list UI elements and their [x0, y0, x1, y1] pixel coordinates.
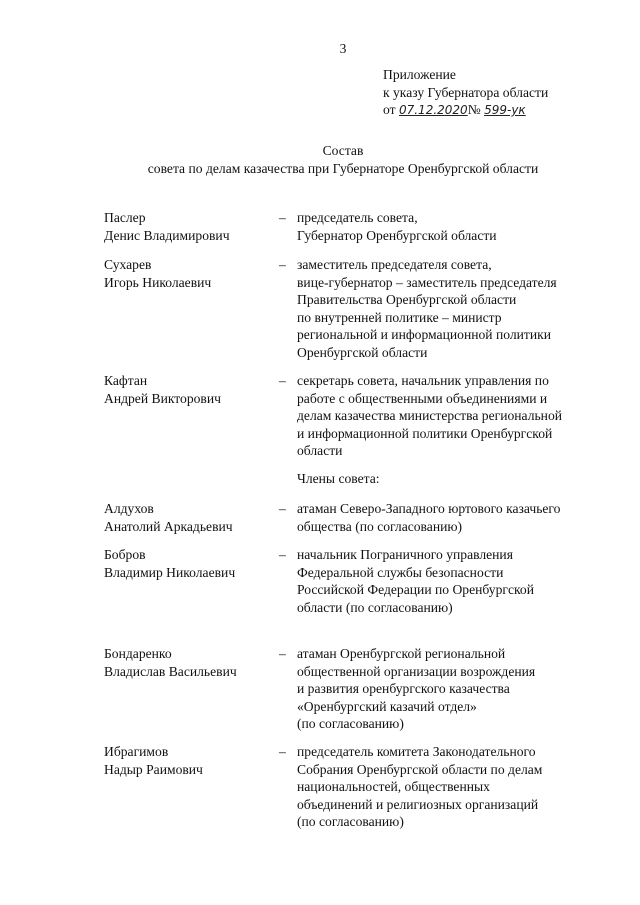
- dash-separator: –: [279, 744, 286, 759]
- role-line: делам казачества министерства региональной: [297, 408, 563, 423]
- role-line: Российской Федерации по Оренбургской: [297, 582, 534, 597]
- page-number: 3: [339, 41, 347, 56]
- dash-separator: –: [279, 257, 286, 272]
- dash-separator: –: [279, 547, 286, 562]
- appendix-number: 599-ук: [484, 103, 526, 117]
- role-line: области (по согласованию): [297, 599, 453, 615]
- member-role: [297, 256, 597, 361]
- role-line: Правительства Оренбургской области: [297, 292, 517, 307]
- role-line: региональной и информационной политики: [297, 327, 552, 342]
- member-name: [104, 372, 274, 407]
- member-role: [297, 372, 597, 460]
- role-line: Губернатор Оренбургской области: [297, 227, 497, 243]
- role-line: начальник Пограничного управления: [297, 547, 513, 562]
- member-name: [104, 546, 274, 581]
- member-given-names: Владимир Николаевич: [104, 564, 236, 580]
- role-line: общества (по согласованию): [297, 518, 463, 534]
- appendix-block: [383, 66, 623, 120]
- member-surname: Алдухов: [104, 501, 154, 516]
- role-line: общественной организации возрождения: [297, 663, 536, 679]
- member-name: [104, 645, 274, 680]
- appendix-line-1: Приложение: [383, 67, 456, 82]
- member-name: [104, 500, 274, 535]
- member-given-names: Надыр Раимович: [104, 761, 203, 777]
- member-role: [297, 546, 597, 616]
- dash-separator: –: [279, 646, 286, 661]
- member-surname: Ибрагимов: [104, 744, 169, 759]
- role-line: заместитель председателя совета,: [297, 257, 492, 272]
- appendix-line-2: к указу Губернатора области: [383, 84, 549, 100]
- role-line: вице-губернатор – заместитель председателя: [297, 274, 557, 290]
- member-given-names: Владислав Васильевич: [104, 663, 237, 679]
- role-line: и развития оренбургского казачества: [297, 681, 510, 696]
- member-name: [104, 256, 274, 291]
- role-line: председатель совета,: [297, 210, 418, 225]
- role-line: по внутренней политике – министр: [297, 309, 502, 325]
- member-surname: Бобров: [104, 547, 146, 562]
- appendix-line-3: [383, 101, 623, 120]
- member-name: [104, 743, 274, 778]
- role-line: Оренбургской области: [297, 344, 428, 360]
- appendix-number-label: №: [467, 102, 481, 117]
- role-line: Федеральной службы безопасности: [297, 564, 504, 580]
- role-line: атаман Северо-Западного юртового казачьего: [297, 501, 561, 516]
- member-given-names: Денис Владимирович: [104, 227, 230, 243]
- role-line: (по согласованию): [297, 716, 404, 731]
- member-surname: Кафтан: [104, 373, 148, 388]
- role-line: работе с общественными объединениями и: [297, 390, 548, 406]
- role-line: объединений и религиозных организаций: [297, 796, 539, 812]
- member-name: [104, 209, 274, 244]
- role-line: секретарь совета, начальник управления по: [297, 373, 549, 388]
- member-given-names: Андрей Викторович: [104, 390, 221, 406]
- role-line: и информационной политики Оренбургской: [297, 425, 553, 441]
- members-label: Члены совета:: [297, 471, 380, 486]
- role-line: председатель комитета Законодательного: [297, 744, 536, 759]
- role-line: атаман Оренбургской региональной: [297, 646, 506, 661]
- member-surname: Сухарев: [104, 257, 152, 272]
- role-line: национальностей, общественных: [297, 779, 490, 794]
- role-line: (по согласованию): [297, 814, 404, 829]
- role-line: «Оренбургский казачий отдел»: [297, 698, 477, 714]
- dash-separator: –: [279, 210, 286, 225]
- member-role: [297, 743, 597, 831]
- member-surname: Паслер: [104, 210, 146, 225]
- role-line: области: [297, 443, 343, 458]
- member-role: [297, 500, 597, 535]
- appendix-date: 07.12.2020: [398, 103, 468, 117]
- member-given-names: Анатолий Аркадьевич: [104, 518, 233, 534]
- appendix-from-label: от: [383, 102, 396, 117]
- document-subtitle: совета по делам казачества при Губернаторе Оренбургской области: [147, 161, 539, 176]
- document-title: Состав: [322, 143, 364, 158]
- member-role: [297, 209, 597, 244]
- member-surname: Бондаренко: [104, 646, 172, 661]
- dash-separator: –: [279, 373, 286, 388]
- member-given-names: Игорь Николаевич: [104, 274, 212, 290]
- member-role: [297, 645, 597, 733]
- dash-separator: –: [279, 501, 286, 516]
- role-line: Собрания Оренбургской области по делам: [297, 761, 543, 777]
